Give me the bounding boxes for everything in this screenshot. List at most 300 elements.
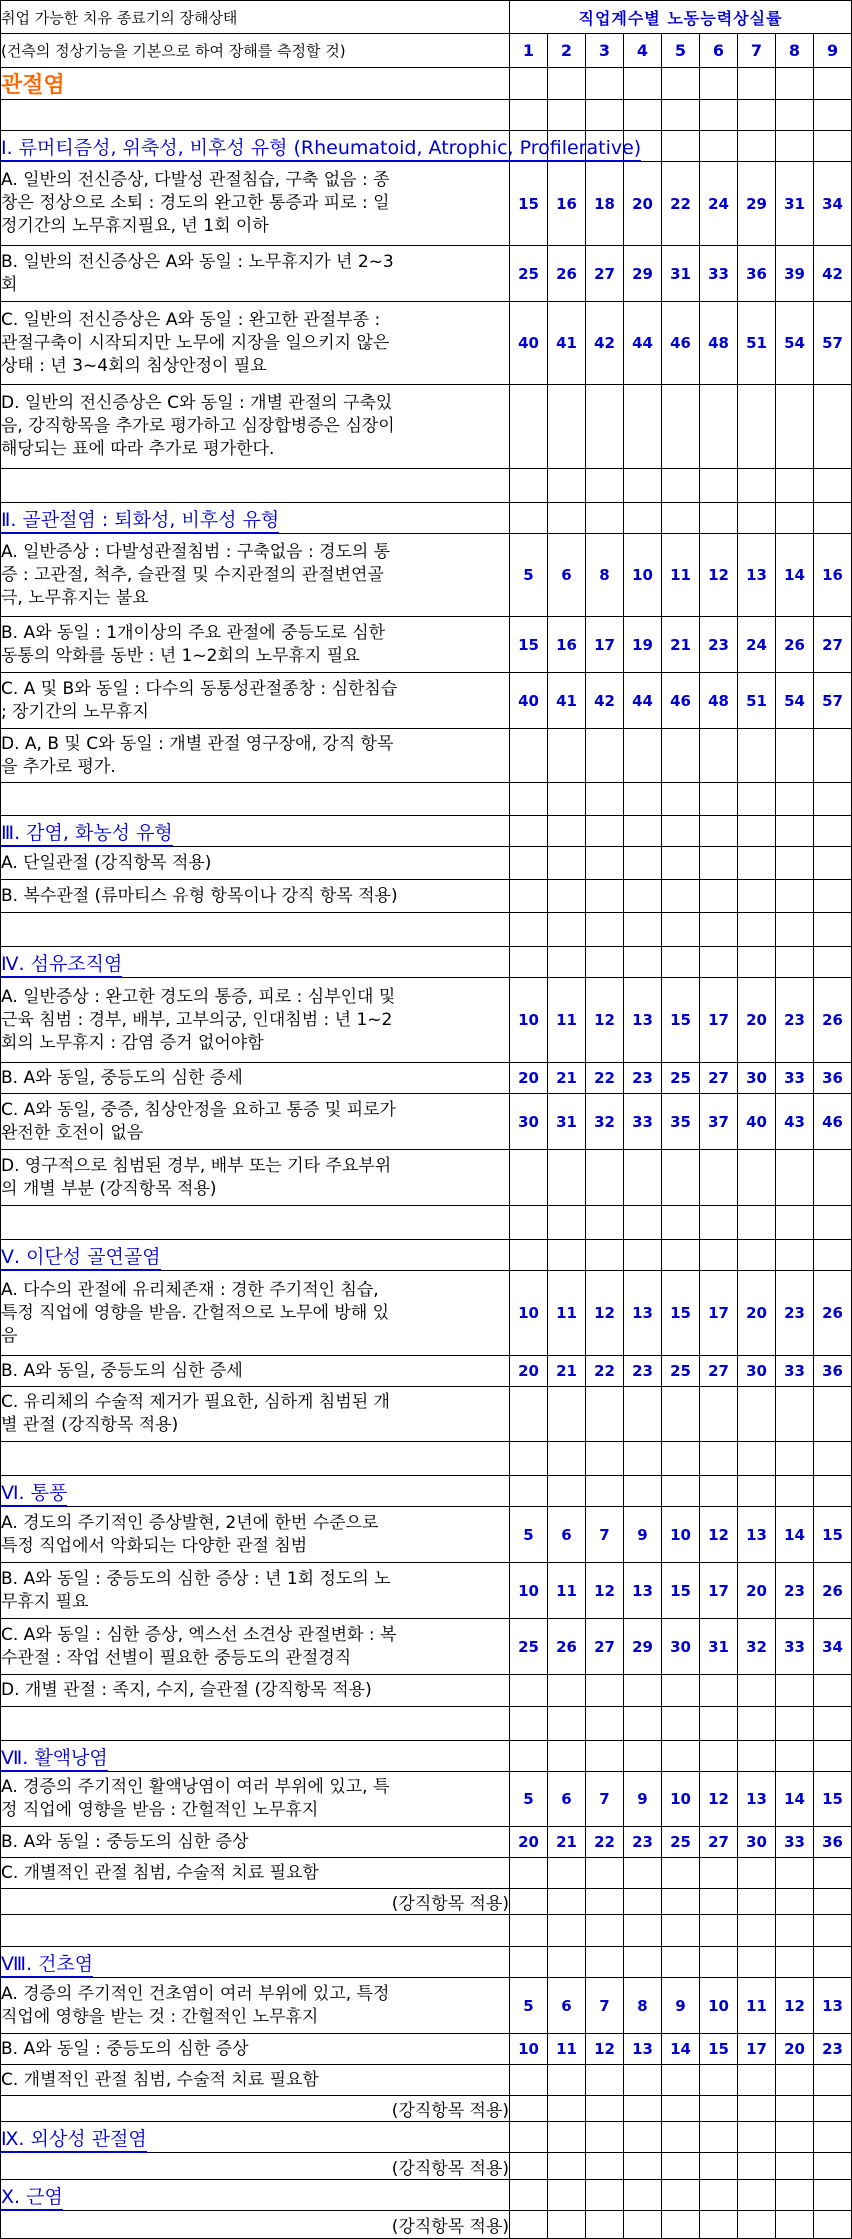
rate-value: 10	[624, 534, 662, 617]
empty-cell	[738, 1240, 776, 1271]
table-row	[1, 385, 852, 469]
section-header-row	[1, 816, 852, 847]
description-line: B. 일반의 전신증상은 A와 동일 : 노무휴지가 년 2~3	[1, 251, 394, 272]
rate-value: 10	[662, 1507, 700, 1563]
empty-cell	[548, 729, 586, 783]
empty-cell	[700, 1150, 738, 1206]
empty-cell	[814, 1675, 852, 1707]
condition-description	[1, 1271, 510, 1356]
section-title: Ⅳ. 섬유조직염	[1, 953, 122, 978]
empty-cell	[738, 1858, 776, 1889]
rate-value: 5	[510, 1978, 548, 2034]
spacer-row	[1, 1915, 852, 1947]
empty-cell	[662, 385, 700, 469]
description-line: 무휴지 필요	[1, 1591, 89, 1612]
empty-cell	[586, 1947, 624, 1978]
rate-value: 12	[586, 2034, 624, 2065]
table-row	[1, 302, 852, 385]
empty-cell	[548, 2211, 586, 2239]
table-body	[1, 1, 852, 2239]
empty-cell	[700, 847, 738, 880]
rate-value: 37	[700, 1094, 738, 1150]
empty-cell	[548, 1741, 586, 1772]
description-line: 관절구축이 시작되지만 노무에 지장을 일으키지 않은	[1, 332, 390, 353]
description-line: B. A와 동일 : 중등도의 심한 증상	[1, 1831, 249, 1852]
rate-value: 23	[776, 1271, 814, 1356]
empty-cell	[586, 816, 624, 847]
column-number: 5	[662, 34, 700, 68]
description-line: A. 일반증상 : 완고한 경도의 통증, 피로 : 심부인대 및	[1, 986, 396, 1007]
rate-value: 12	[700, 1772, 738, 1827]
rate-value: 46	[814, 1094, 852, 1150]
description-line: 증 : 고관절, 척추, 슬관절 및 수지관절의 관절변연골	[1, 564, 384, 585]
rate-value: 21	[548, 1827, 586, 1858]
empty-cell	[700, 385, 738, 469]
empty-cell	[700, 2096, 738, 2122]
empty-cell	[662, 2211, 700, 2239]
note-row	[1, 2211, 852, 2239]
rate-value: 22	[586, 1063, 624, 1094]
empty-cell	[548, 385, 586, 469]
empty-cell	[510, 913, 548, 947]
spacer-row	[1, 1442, 852, 1476]
rate-value: 25	[510, 1619, 548, 1675]
empty-cell	[776, 1240, 814, 1271]
table-row	[1, 162, 852, 246]
empty-cell	[700, 2211, 738, 2239]
table-row	[1, 1978, 852, 2034]
rate-value: 20	[738, 978, 776, 1063]
description-line: A. 경증의 주기적인 활액낭염이 여러 부위에 있고, 특	[1, 1777, 390, 1797]
section-title: Ⅰ. 류머티즘성, 위축성, 비후성 유형 (Rheumatoid, Atrophic, Profilerative)	[1, 137, 641, 162]
empty-cell	[548, 2180, 586, 2211]
ankylosis-note: (강직항목 적용)	[1, 2153, 510, 2180]
empty-cell	[1, 1442, 510, 1476]
empty-cell	[776, 1858, 814, 1889]
rate-value: 23	[624, 1063, 662, 1094]
empty-cell	[776, 913, 814, 947]
condition-description	[1, 385, 510, 469]
empty-cell	[814, 1707, 852, 1741]
empty-cell	[548, 847, 586, 880]
empty-cell	[814, 1206, 852, 1240]
rate-value: 10	[510, 1563, 548, 1619]
section-title: Ⅹ. 근염	[1, 2186, 63, 2211]
empty-cell	[662, 2065, 700, 2096]
empty-cell	[586, 469, 624, 503]
rate-value: 25	[510, 246, 548, 302]
description-line: 정 직업에 영향을 받음 : 간헐적인 노무휴지	[1, 1800, 319, 1820]
empty-cell	[1, 1206, 510, 1240]
description-line: 해당되는 표에 따라 추가로 평가한다.	[1, 439, 275, 459]
empty-cell	[776, 1889, 814, 1915]
description-line: 음	[1, 1325, 18, 1346]
empty-cell	[548, 816, 586, 847]
rate-value: 16	[814, 534, 852, 617]
empty-cell	[662, 1915, 700, 1947]
description-line: B. A와 동일 : 중등도의 심한 증상	[1, 2038, 249, 2059]
rate-value: 34	[814, 1619, 852, 1675]
description-line: A. 단일관절 (강직항목 적용)	[1, 852, 212, 873]
empty-cell	[700, 1858, 738, 1889]
empty-cell	[776, 1675, 814, 1707]
condition-description	[1, 1094, 510, 1150]
note-row	[1, 2153, 852, 2180]
empty-cell	[548, 1889, 586, 1915]
rate-value: 12	[586, 1271, 624, 1356]
rate-value: 48	[700, 302, 738, 385]
empty-cell	[510, 503, 548, 534]
spacer-row	[1, 469, 852, 503]
empty-cell	[586, 1707, 624, 1741]
rate-value: 5	[510, 534, 548, 617]
rate-value: 8	[586, 534, 624, 617]
rate-value: 27	[700, 1063, 738, 1094]
empty-cell	[624, 1675, 662, 1707]
empty-cell	[738, 783, 776, 816]
empty-cell	[548, 2096, 586, 2122]
empty-cell	[814, 131, 852, 162]
rate-value: 6	[548, 534, 586, 617]
empty-cell	[662, 1858, 700, 1889]
rate-value: 10	[510, 978, 548, 1063]
rate-value: 31	[662, 246, 700, 302]
table-row	[1, 534, 852, 617]
empty-cell	[548, 1707, 586, 1741]
rate-value: 11	[738, 1978, 776, 2034]
empty-cell	[700, 1675, 738, 1707]
rate-value: 13	[738, 1772, 776, 1827]
description-line: 근육 침범 : 경부, 배부, 고부의궁, 인대침범 : 년 1~2	[1, 1009, 393, 1030]
empty-cell	[624, 947, 662, 978]
rate-value: 12	[776, 1978, 814, 2034]
rate-value: 13	[624, 2034, 662, 2065]
empty-cell	[510, 1240, 548, 1271]
empty-cell	[814, 816, 852, 847]
empty-cell	[548, 469, 586, 503]
table-row	[1, 2034, 852, 2065]
rate-value: 11	[662, 534, 700, 617]
rate-value: 20	[624, 162, 662, 246]
empty-cell	[700, 1707, 738, 1741]
empty-cell	[548, 1858, 586, 1889]
table-row	[1, 1356, 852, 1387]
empty-cell	[1, 469, 510, 503]
empty-cell	[700, 816, 738, 847]
section-title: Ⅵ. 통풍	[1, 1482, 67, 1507]
empty-cell	[738, 880, 776, 913]
description-line: 완전한 호전이 없음	[1, 1122, 144, 1143]
rate-value: 36	[814, 1356, 852, 1387]
empty-cell	[624, 2180, 662, 2211]
empty-cell	[814, 1387, 852, 1442]
rate-value: 13	[738, 1507, 776, 1563]
rate-value: 30	[738, 1827, 776, 1858]
rate-value: 15	[814, 1507, 852, 1563]
empty-cell	[776, 1915, 814, 1947]
empty-cell	[738, 2065, 776, 2096]
rate-value: 25	[662, 1356, 700, 1387]
empty-cell	[586, 2180, 624, 2211]
description-line: 수관절 : 작업 선별이 필요한 중등도의 관절경직	[1, 1647, 352, 1668]
header-condition-label: 취업 가능한 치유 종료기의 장해상태	[1, 1, 510, 34]
rate-value: 14	[662, 2034, 700, 2065]
rate-value: 14	[776, 534, 814, 617]
rate-value: 26	[814, 978, 852, 1063]
description-line: A. 일반증상 : 다발성관절침범 : 구축없음 : 경도의 통	[1, 541, 391, 562]
spacer-row	[1, 783, 852, 816]
condition-description	[1, 2034, 510, 2065]
empty-cell	[700, 947, 738, 978]
table-row	[1, 1063, 852, 1094]
rate-value: 31	[548, 1094, 586, 1150]
empty-cell	[814, 100, 852, 131]
rate-value: 13	[814, 1978, 852, 2034]
rate-value: 11	[548, 1563, 586, 1619]
description-line: C. A와 동일 : 심한 증상, 엑스선 소견상 관절변화 : 복	[1, 1624, 397, 1645]
section-header-row	[1, 2180, 852, 2211]
empty-cell	[738, 847, 776, 880]
table-row	[1, 617, 852, 673]
rate-value: 7	[586, 1772, 624, 1827]
rate-value: 46	[662, 302, 700, 385]
description-line: 극, 노무휴지는 불요	[1, 587, 149, 608]
empty-cell	[700, 783, 738, 816]
empty-cell	[662, 1206, 700, 1240]
table-row	[1, 1675, 852, 1707]
empty-cell	[662, 729, 700, 783]
empty-cell	[776, 469, 814, 503]
table-row	[1, 673, 852, 729]
empty-cell	[776, 131, 814, 162]
empty-cell	[624, 2096, 662, 2122]
empty-cell	[700, 913, 738, 947]
empty-cell	[814, 2211, 852, 2239]
empty-cell	[700, 1387, 738, 1442]
rate-value: 32	[738, 1619, 776, 1675]
rate-value: 5	[510, 1507, 548, 1563]
empty-cell	[738, 1707, 776, 1741]
empty-cell	[548, 913, 586, 947]
condition-description	[1, 1978, 510, 2034]
empty-cell	[738, 1476, 776, 1507]
empty-cell	[814, 783, 852, 816]
rate-value: 12	[700, 534, 738, 617]
section-title-cell	[1, 1476, 510, 1507]
condition-description	[1, 978, 510, 1063]
rate-value: 13	[624, 978, 662, 1063]
rate-value: 20	[510, 1063, 548, 1094]
rate-value: 43	[776, 1094, 814, 1150]
section-title-cell	[1, 2122, 510, 2153]
table-row	[1, 2065, 852, 2096]
empty-cell	[700, 1947, 738, 1978]
empty-cell	[776, 1150, 814, 1206]
description-line: B. 복수관절 (류마티스 유형 항목이나 강직 항목 적용)	[1, 885, 398, 906]
rate-value: 17	[738, 2034, 776, 2065]
empty-cell	[548, 1947, 586, 1978]
rate-value: 30	[662, 1619, 700, 1675]
empty-cell	[776, 2122, 814, 2153]
section-title: Ⅲ. 감염, 화농성 유형	[1, 822, 173, 847]
description-line: 별 관절 (강직항목 적용)	[1, 1415, 179, 1435]
empty-cell	[738, 469, 776, 503]
rate-value: 27	[700, 1827, 738, 1858]
table-row	[1, 1094, 852, 1150]
empty-cell	[662, 1240, 700, 1271]
empty-cell	[814, 385, 852, 469]
description-line: 을 추가로 평가.	[1, 756, 116, 777]
empty-cell	[586, 1150, 624, 1206]
empty-cell	[662, 1150, 700, 1206]
empty-cell	[548, 2153, 586, 2180]
empty-cell	[662, 1741, 700, 1772]
empty-cell	[662, 469, 700, 503]
description-line: 특정 직업에서 악화되는 다양한 관절 침범	[1, 1535, 308, 1556]
empty-cell	[662, 913, 700, 947]
empty-cell	[662, 2153, 700, 2180]
table-row	[1, 1150, 852, 1206]
header-rate-label: 직업계수별 노동능력상실률	[510, 1, 852, 34]
empty-cell	[624, 1150, 662, 1206]
empty-cell	[662, 947, 700, 978]
empty-cell	[776, 1741, 814, 1772]
empty-cell	[776, 503, 814, 534]
empty-cell	[510, 729, 548, 783]
empty-cell	[662, 816, 700, 847]
empty-cell	[814, 729, 852, 783]
empty-cell	[586, 1442, 624, 1476]
description-line: 의 개별 부분 (강직항목 적용)	[1, 1178, 217, 1199]
empty-cell	[700, 469, 738, 503]
empty-cell	[776, 100, 814, 131]
empty-cell	[776, 2211, 814, 2239]
condition-description	[1, 1356, 510, 1387]
condition-description	[1, 1619, 510, 1675]
rate-value: 48	[700, 673, 738, 729]
rate-value: 9	[624, 1507, 662, 1563]
rate-value: 9	[624, 1772, 662, 1827]
empty-cell	[662, 1476, 700, 1507]
empty-cell	[510, 100, 548, 131]
empty-cell	[586, 1387, 624, 1442]
rate-value: 44	[624, 302, 662, 385]
empty-cell	[586, 880, 624, 913]
rate-value: 29	[624, 1619, 662, 1675]
empty-cell	[700, 1915, 738, 1947]
condition-description	[1, 1563, 510, 1619]
empty-cell	[700, 2153, 738, 2180]
empty-cell	[510, 1889, 548, 1915]
description-line: A. 경도의 주기적인 증상발현, 2년에 한번 수준으로	[1, 1512, 379, 1533]
empty-cell	[548, 100, 586, 131]
empty-cell	[1, 913, 510, 947]
table-row	[1, 978, 852, 1063]
empty-cell	[624, 2065, 662, 2096]
empty-cell	[510, 1387, 548, 1442]
rate-value: 51	[738, 302, 776, 385]
rate-value: 20	[776, 2034, 814, 2065]
table-row	[1, 1507, 852, 1563]
rate-value: 10	[700, 1978, 738, 2034]
rate-value: 23	[814, 2034, 852, 2065]
empty-cell	[624, 1442, 662, 1476]
rate-value: 22	[586, 1356, 624, 1387]
empty-cell	[814, 947, 852, 978]
empty-cell	[586, 2153, 624, 2180]
empty-cell	[510, 1442, 548, 1476]
empty-cell	[662, 100, 700, 131]
empty-cell	[776, 2180, 814, 2211]
empty-cell	[510, 1741, 548, 1772]
empty-cell	[814, 1858, 852, 1889]
empty-cell	[776, 947, 814, 978]
empty-cell	[548, 783, 586, 816]
rate-value: 23	[624, 1356, 662, 1387]
rate-value: 26	[548, 1619, 586, 1675]
rate-value: 34	[814, 162, 852, 246]
section-title-cell	[1, 2180, 510, 2211]
empty-cell	[814, 2065, 852, 2096]
rate-value: 32	[586, 1094, 624, 1150]
rate-value: 57	[814, 302, 852, 385]
description-line: D. 일반의 전신증상은 C와 동일 : 개별 관절의 구축있	[1, 393, 393, 413]
empty-cell	[814, 1442, 852, 1476]
section-header-row	[1, 131, 852, 162]
condition-description	[1, 1063, 510, 1094]
rate-value: 51	[738, 673, 776, 729]
empty-cell	[586, 783, 624, 816]
rate-value: 22	[586, 1827, 624, 1858]
empty-cell	[662, 1387, 700, 1442]
empty-cell	[510, 1150, 548, 1206]
rate-value: 54	[776, 673, 814, 729]
table-row	[1, 847, 852, 880]
description-line: 상태 : 년 3~4회의 침상안정이 필요	[1, 355, 267, 376]
empty-cell	[624, 503, 662, 534]
condition-description	[1, 617, 510, 673]
section-title: Ⅱ. 골관절염 : 퇴화성, 비후성 유형	[1, 509, 279, 534]
empty-cell	[624, 880, 662, 913]
empty-cell	[510, 1915, 548, 1947]
empty-cell	[738, 1206, 776, 1240]
description-line: C. 개별적인 관절 침범, 수술적 치료 필요함	[1, 1862, 319, 1883]
section-title-cell	[1, 816, 510, 847]
empty-cell	[1, 100, 510, 131]
table-row	[1, 1858, 852, 1889]
table-row	[1, 880, 852, 913]
empty-cell	[738, 1741, 776, 1772]
empty-cell	[776, 816, 814, 847]
empty-cell	[586, 2211, 624, 2239]
section-title: Ⅸ. 외상성 관절염	[1, 2128, 147, 2153]
rate-value: 31	[776, 162, 814, 246]
empty-cell	[510, 2065, 548, 2096]
rate-value: 7	[586, 1507, 624, 1563]
empty-cell	[662, 503, 700, 534]
table-row	[1, 1563, 852, 1619]
rate-value: 23	[776, 978, 814, 1063]
section-title-cell	[1, 947, 510, 978]
rate-value: 15	[662, 1563, 700, 1619]
rate-value: 23	[624, 1827, 662, 1858]
table-row	[1, 1827, 852, 1858]
rate-value: 20	[510, 1827, 548, 1858]
rate-value: 6	[548, 1507, 586, 1563]
rate-value: 46	[662, 673, 700, 729]
empty-cell	[548, 2122, 586, 2153]
empty-cell	[510, 1947, 548, 1978]
